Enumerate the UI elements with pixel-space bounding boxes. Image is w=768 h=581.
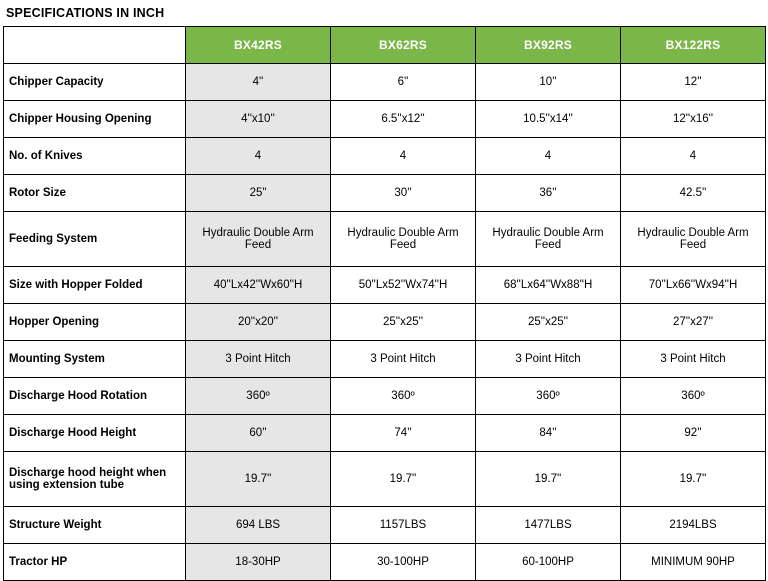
- cell-mounting-system-bx92rs: 3 Point Hitch: [476, 341, 621, 378]
- cell-discharge-hood-height-extension-tube-bx62rs: 19.7'': [331, 452, 476, 507]
- cell-hopper-opening-bx62rs: 25''x25'': [331, 304, 476, 341]
- cell-hopper-opening-bx92rs: 25''x25'': [476, 304, 621, 341]
- cell-discharge-hood-height-bx42rs: 60'': [186, 415, 331, 452]
- table-row: [4, 452, 766, 507]
- cell-no-of-knives-bx122rs: 4: [621, 138, 766, 175]
- cell-chipper-housing-opening-bx92rs: 10.5''x14'': [476, 101, 621, 138]
- table-row: [4, 64, 766, 101]
- cell-size-with-hopper-folded-bx92rs: 68''Lx64''Wx88''H: [476, 267, 621, 304]
- cell-tractor-hp-bx122rs: MINIMUM 90HP: [621, 544, 766, 581]
- cell-chipper-capacity-bx62rs: 6'': [331, 64, 476, 101]
- table-row: [4, 341, 766, 378]
- table-row: [4, 101, 766, 138]
- table-row: [4, 138, 766, 175]
- cell-tractor-hp-bx42rs: 18-30HP: [186, 544, 331, 581]
- cell-chipper-housing-opening-bx62rs: 6.5''x12'': [331, 101, 476, 138]
- cell-size-with-hopper-folded-bx122rs: 70''Lx66''Wx94''H: [621, 267, 766, 304]
- cell-discharge-hood-height-extension-tube-bx92rs: 19.7'': [476, 452, 621, 507]
- cell-discharge-hood-rotation-bx62rs: 360º: [331, 378, 476, 415]
- cell-discharge-hood-height-bx92rs: 84'': [476, 415, 621, 452]
- cell-hopper-opening-bx122rs: 27''x27'': [621, 304, 766, 341]
- table-body: [4, 64, 766, 581]
- row-label-no-of-knives: No. of Knives: [4, 138, 186, 175]
- cell-mounting-system-bx42rs: 3 Point Hitch: [186, 341, 331, 378]
- row-label-feeding-system: Feeding System: [4, 212, 186, 267]
- cell-rotor-size-bx42rs: 25": [186, 175, 331, 212]
- cell-discharge-hood-rotation-bx42rs: 360º: [186, 378, 331, 415]
- page-title-bar: [0, 0, 768, 26]
- cell-chipper-capacity-bx42rs: 4'': [186, 64, 331, 101]
- cell-discharge-hood-height-bx122rs: 92'': [621, 415, 766, 452]
- cell-mounting-system-bx62rs: 3 Point Hitch: [331, 341, 476, 378]
- column-header-bx122rs: BX122RS: [621, 27, 766, 64]
- table-row: [4, 415, 766, 452]
- row-label-chipper-capacity: Chipper Capacity: [4, 64, 186, 101]
- table-header: [4, 27, 766, 64]
- cell-chipper-housing-opening-bx42rs: 4''x10'': [186, 101, 331, 138]
- specifications-table: [3, 26, 766, 581]
- cell-rotor-size-bx122rs: 42.5'': [621, 175, 766, 212]
- table-row: [4, 507, 766, 544]
- table-corner-cell: [4, 27, 186, 64]
- page-title: SPECIFICATIONS IN INCH: [6, 6, 165, 20]
- cell-rotor-size-bx62rs: 30'': [331, 175, 476, 212]
- table-row: [4, 544, 766, 581]
- table-row: [4, 267, 766, 304]
- cell-size-with-hopper-folded-bx62rs: 50''Lx52''Wx74''H: [331, 267, 476, 304]
- cell-no-of-knives-bx42rs: 4: [186, 138, 331, 175]
- column-header-bx62rs: BX62RS: [331, 27, 476, 64]
- cell-no-of-knives-bx92rs: 4: [476, 138, 621, 175]
- column-header-bx42rs: BX42RS: [186, 27, 331, 64]
- row-label-discharge-hood-height: Discharge Hood Height: [4, 415, 186, 452]
- row-label-hopper-opening: Hopper Opening: [4, 304, 186, 341]
- column-header-bx92rs: BX92RS: [476, 27, 621, 64]
- cell-hopper-opening-bx42rs: 20''x20'': [186, 304, 331, 341]
- table-row: [4, 212, 766, 267]
- cell-structure-weight-bx42rs: 694 LBS: [186, 507, 331, 544]
- cell-structure-weight-bx122rs: 2194LBS: [621, 507, 766, 544]
- row-label-structure-weight: Structure Weight: [4, 507, 186, 544]
- cell-mounting-system-bx122rs: 3 Point Hitch: [621, 341, 766, 378]
- cell-discharge-hood-height-extension-tube-bx122rs: 19.7'': [621, 452, 766, 507]
- table-row: [4, 175, 766, 212]
- row-label-discharge-hood-rotation: Discharge Hood Rotation: [4, 378, 186, 415]
- cell-chipper-capacity-bx122rs: 12'': [621, 64, 766, 101]
- row-label-rotor-size: Rotor Size: [4, 175, 186, 212]
- cell-feeding-system-bx62rs: Hydraulic Double Arm Feed: [331, 212, 476, 267]
- table-header-row: [4, 27, 766, 64]
- row-label-chipper-housing-opening: Chipper Housing Opening: [4, 101, 186, 138]
- row-label-discharge-hood-height-extension-tube: Discharge hood height when using extension tube: [4, 452, 186, 507]
- cell-no-of-knives-bx62rs: 4: [331, 138, 476, 175]
- cell-feeding-system-bx122rs: Hydraulic Double Arm Feed: [621, 212, 766, 267]
- cell-chipper-capacity-bx92rs: 10'': [476, 64, 621, 101]
- cell-feeding-system-bx42rs: Hydraulic Double Arm Feed: [186, 212, 331, 267]
- cell-discharge-hood-height-extension-tube-bx42rs: 19.7'': [186, 452, 331, 507]
- row-label-tractor-hp: Tractor HP: [4, 544, 186, 581]
- cell-chipper-housing-opening-bx122rs: 12''x16'': [621, 101, 766, 138]
- cell-tractor-hp-bx92rs: 60-100HP: [476, 544, 621, 581]
- cell-structure-weight-bx62rs: 1157LBS: [331, 507, 476, 544]
- cell-size-with-hopper-folded-bx42rs: 40''Lx42''Wx60''H: [186, 267, 331, 304]
- cell-discharge-hood-rotation-bx92rs: 360º: [476, 378, 621, 415]
- cell-structure-weight-bx92rs: 1477LBS: [476, 507, 621, 544]
- cell-rotor-size-bx92rs: 36'': [476, 175, 621, 212]
- row-label-mounting-system: Mounting System: [4, 341, 186, 378]
- table-row: [4, 304, 766, 341]
- cell-feeding-system-bx92rs: Hydraulic Double Arm Feed: [476, 212, 621, 267]
- cell-discharge-hood-height-bx62rs: 74'': [331, 415, 476, 452]
- table-row: [4, 378, 766, 415]
- cell-tractor-hp-bx62rs: 30-100HP: [331, 544, 476, 581]
- cell-discharge-hood-rotation-bx122rs: 360º: [621, 378, 766, 415]
- row-label-size-with-hopper-folded: Size with Hopper Folded: [4, 267, 186, 304]
